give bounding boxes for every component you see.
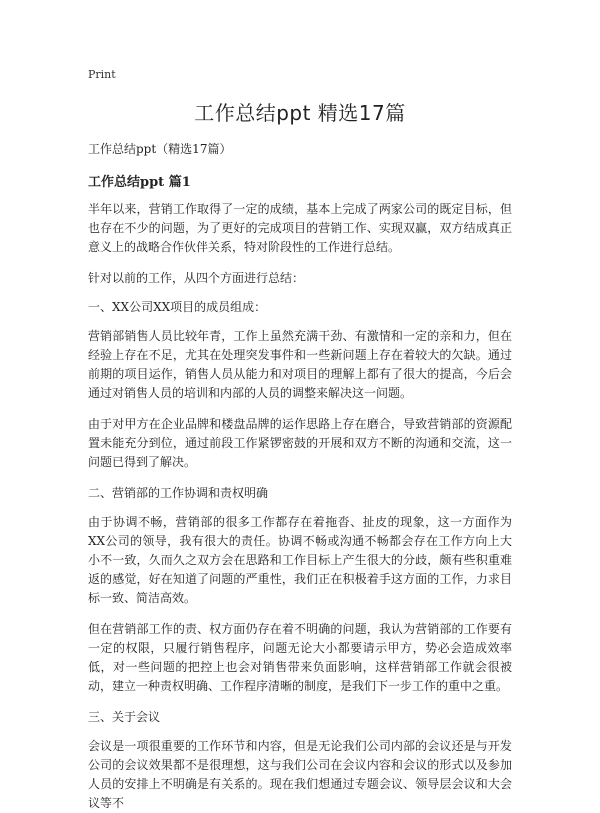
section-heading: 工作总结ppt 篇1 xyxy=(88,175,191,190)
paragraph-coordination-issues: 由于协调不畅，营销部的很多工作都存在着拖沓、扯皮的现象，这一方面作为XX公司的领导，我有很大的责任。协调不畅或沟通不畅都会存在工作方向上大小不一致，久而久之双方会在思路和工作目标上产生很大的分歧，颇有些积重难返的感觉，好在知道了问题的严重性，我们正在积极着手这方面的工作，力求目标一致、简洁高效。 xyxy=(88,515,512,605)
paragraph-authority-issues: 但在营销部工作的责、权方面仍存在着不明确的问题，我认为营销部的工作要有一定的权限，只履行销售程序，问题无论大小都要请示甲方，势必会造成效率低，对一些问题的把控上也会对销售带来负面影响，这样营销部工作就会很被动，建立一种责权明确、工作程序清晰的制度，是我们下一步工作的重中之重。 xyxy=(88,622,512,693)
paragraph-intro: 半年以来，营销工作取得了一定的成绩，基本上完成了两家公司的既定目标，但也存在不少的问题，为了更好的完成项目的营销工作、实现双赢，双方结成真正意义上的战略合作伙伴关系，特对阶段性的工作进行总结。 xyxy=(88,202,512,254)
paragraph-summary-lead: 针对以前的工作，从四个方面进行总结： xyxy=(88,271,305,285)
subheading-coordination: 二、营销部的工作协调和责权明确 xyxy=(88,486,269,500)
print-link[interactable]: Print xyxy=(88,68,116,81)
subheading-team-composition: 一、XX公司XX项目的成员组成： xyxy=(88,300,267,314)
document-subtitle: 工作总结ppt（精选17篇） xyxy=(88,142,232,156)
subheading-meetings: 三、关于会议 xyxy=(88,710,161,724)
document-title: 工作总结ppt 精选17篇 xyxy=(194,101,406,125)
paragraph-sales-staff: 营销部销售人员比较年青，工作上虽然充满干劲、有激情和一定的亲和力，但在经验上存在不足，尤其在处理突发事件和一些新问题上存在着较大的欠缺。通过前期的项目运作，销售人员从能力和对项目的理解上都有了很大的提高，今后会通过对销售人员的培训和内部的人员的调整来解决这一问题。 xyxy=(88,329,512,400)
paragraph-resource-allocation: 由于对甲方在企业品牌和楼盘品牌的运作思路上存在磨合，导致营销部的资源配置未能充分到位，通过前段工作紧锣密鼓的开展和双方不断的沟通和交流，这一问题已得到了解决。 xyxy=(88,417,512,469)
paragraph-meetings: 会议是一项很重要的工作环节和内容，但是无论我们公司内部的会议还是与开发公司的会议效果都不是很理想，这与我们公司在会议内容和会议的形式以及参加人员的安排上不明确是有关系的。现在我们想通过专题会议、领导层会议和大会议等不 xyxy=(88,739,512,810)
